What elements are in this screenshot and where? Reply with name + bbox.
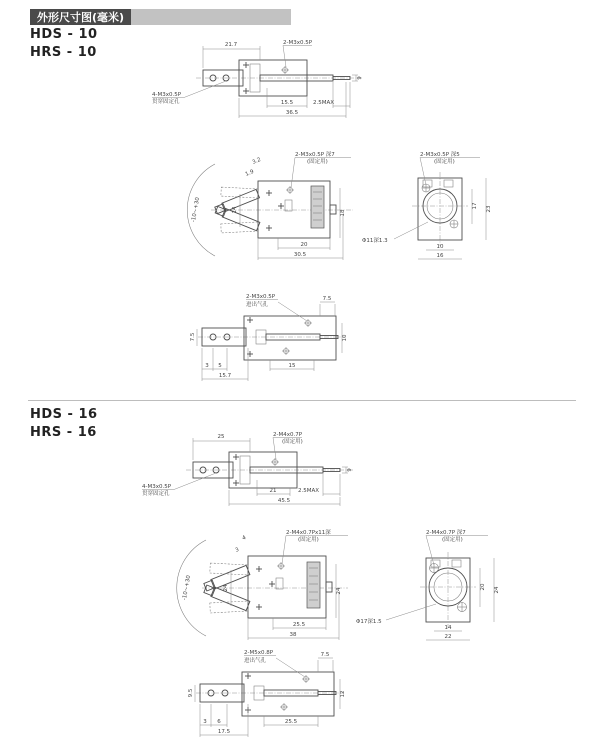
mount-holes-label: 贯穿固定孔 xyxy=(152,99,180,105)
section-divider xyxy=(28,400,576,401)
dim-label: 7.5 xyxy=(190,332,196,342)
side-view-geometry xyxy=(412,172,468,246)
angle-range-label: -10~+30 xyxy=(190,196,202,223)
top-view-geometry xyxy=(186,452,354,488)
dim-label: 2.5MAX xyxy=(298,488,320,494)
mount-holes-label: 4-M3x0.5P xyxy=(142,484,172,490)
bottom-view-geometry xyxy=(196,672,343,716)
dim-label: 21 xyxy=(269,488,277,494)
dim-label: 20 xyxy=(300,242,308,248)
dim-label: 23 xyxy=(486,205,492,213)
hds10-bottom-view-canvas xyxy=(190,290,352,387)
hole-label: Φ11深1.3 xyxy=(362,238,388,244)
top-view-dimensions xyxy=(152,40,363,118)
dim-label: 3.2 xyxy=(251,157,262,166)
side-view-dimensions xyxy=(356,528,500,640)
dim-label: 15.7 xyxy=(218,373,232,379)
section-header-title: 外形尺寸图(毫米) xyxy=(30,9,131,25)
dim-label: 17 xyxy=(472,202,478,210)
dim-label: 5 xyxy=(218,363,222,369)
model-label-hds-10: HDS - 10 xyxy=(30,27,98,42)
drawing-hds16-side-view xyxy=(356,526,508,642)
drawing-hds10-top-view xyxy=(150,36,375,120)
dim-label: 18 xyxy=(340,209,346,217)
drawing-hds10-bottom-view xyxy=(190,290,352,387)
dim-label: 25.5 xyxy=(284,719,298,725)
mount-holes-label: 4-M3x0.5P xyxy=(152,92,182,98)
dim-label: 21.7 xyxy=(224,42,238,48)
front-view-geometry xyxy=(187,164,353,256)
model-label-hrs-16: HRS - 16 xyxy=(30,425,97,440)
dim-label: 14 xyxy=(444,625,452,631)
thread-label: 2-M3x0.5P 深7 xyxy=(295,152,335,158)
dim-label: 2.5MAX xyxy=(313,100,335,106)
hds16-side-view-canvas xyxy=(356,526,508,642)
top-view-geometry xyxy=(196,60,362,96)
front-view-dimensions xyxy=(191,150,351,260)
dim-label: 24 xyxy=(223,584,229,592)
dim-label: 24 xyxy=(494,586,500,594)
dim-label: 10 xyxy=(436,244,444,250)
dim-label: 45.5 xyxy=(277,498,291,504)
dim-label: 3 xyxy=(205,363,209,369)
dim-label: 15.5 xyxy=(280,100,294,106)
drawing-hds16-front-view xyxy=(176,526,354,644)
hds10-front-view-canvas xyxy=(183,148,358,265)
dim-label: 17.5 xyxy=(217,729,231,735)
dim-label: 4 xyxy=(241,534,247,542)
front-view-dimensions xyxy=(182,528,348,640)
hds16-front-view-canvas xyxy=(176,526,354,644)
dim-label: 6 xyxy=(217,719,221,725)
dim-label: 9 xyxy=(347,468,353,472)
hds16-top-view-canvas xyxy=(140,428,370,508)
thread-label: 2-M3x0.5P xyxy=(283,40,313,46)
dim-label: 14 xyxy=(232,206,238,214)
dim-label: 22 xyxy=(444,634,452,640)
dim-label: 7.5 xyxy=(320,652,330,658)
dim-label: 9 xyxy=(357,76,363,80)
dim-label: 7.5 xyxy=(322,296,332,302)
dim-label: 24 xyxy=(336,587,342,595)
air-port-label: 2-M5x0.8P xyxy=(244,650,274,656)
bottom-view-dimensions xyxy=(188,650,346,737)
dim-label: 1.9 xyxy=(244,169,255,178)
dim-label: 16 xyxy=(436,253,444,259)
dim-label: 25.5 xyxy=(292,622,306,628)
dim-label: 15 xyxy=(288,363,296,369)
drawing-hds10-front-view xyxy=(183,148,358,265)
thread-label: 2-M4x0.7Px11深 xyxy=(286,530,331,536)
dim-label: 12 xyxy=(340,690,346,698)
dim-label: 9.5 xyxy=(188,688,194,698)
front-view-geometry xyxy=(177,540,348,636)
section-header-strip xyxy=(131,9,291,25)
hole-label: Φ17深1.5 xyxy=(356,619,382,625)
air-port-label: 进出气孔 xyxy=(246,302,269,308)
thread-label: 2-M4x0.7P 深7 xyxy=(426,530,466,536)
thread-label: 2-M4x0.7P xyxy=(273,432,303,438)
thread-label: (固定用) xyxy=(442,537,463,543)
dim-label: 3 xyxy=(234,546,240,554)
hds10-side-view-canvas xyxy=(360,148,505,262)
bottom-view-geometry xyxy=(198,316,345,360)
side-view-geometry xyxy=(420,552,476,628)
drawing-hds10-side-view xyxy=(360,148,505,262)
dim-label: 38 xyxy=(289,632,297,638)
mount-holes-label: 贯穿固定孔 xyxy=(142,491,170,497)
model-label-hds-16: HDS - 16 xyxy=(30,407,98,422)
model-label-hrs-10: HRS - 10 xyxy=(30,45,97,60)
dim-label: 10 xyxy=(342,334,348,342)
thread-label: (固定用) xyxy=(282,439,303,445)
drawing-hds16-top-view xyxy=(140,428,370,508)
dim-label: 20 xyxy=(480,583,486,591)
thread-label: (固定用) xyxy=(434,159,455,165)
drawing-hds16-bottom-view xyxy=(188,646,350,741)
hds16-bottom-view-canvas xyxy=(188,646,350,741)
dim-label: 3 xyxy=(203,719,207,725)
air-port-label: 2-M3x0.5P xyxy=(246,294,276,300)
top-view-dimensions xyxy=(142,432,353,506)
air-port-label: 进出气孔 xyxy=(244,658,267,664)
dim-label: 30.5 xyxy=(293,252,307,258)
thread-label: (固定用) xyxy=(307,159,328,165)
angle-range-label: -10~+30 xyxy=(181,574,193,601)
bottom-view-dimensions xyxy=(190,294,348,381)
thread-label: 2-M3x0.5P 深5 xyxy=(420,152,460,158)
hds10-top-view-canvas xyxy=(150,36,375,120)
section-header xyxy=(30,9,291,25)
dim-label: 36.5 xyxy=(285,110,299,116)
dim-label: 25 xyxy=(217,434,225,440)
thread-label: (固定用) xyxy=(298,537,319,543)
